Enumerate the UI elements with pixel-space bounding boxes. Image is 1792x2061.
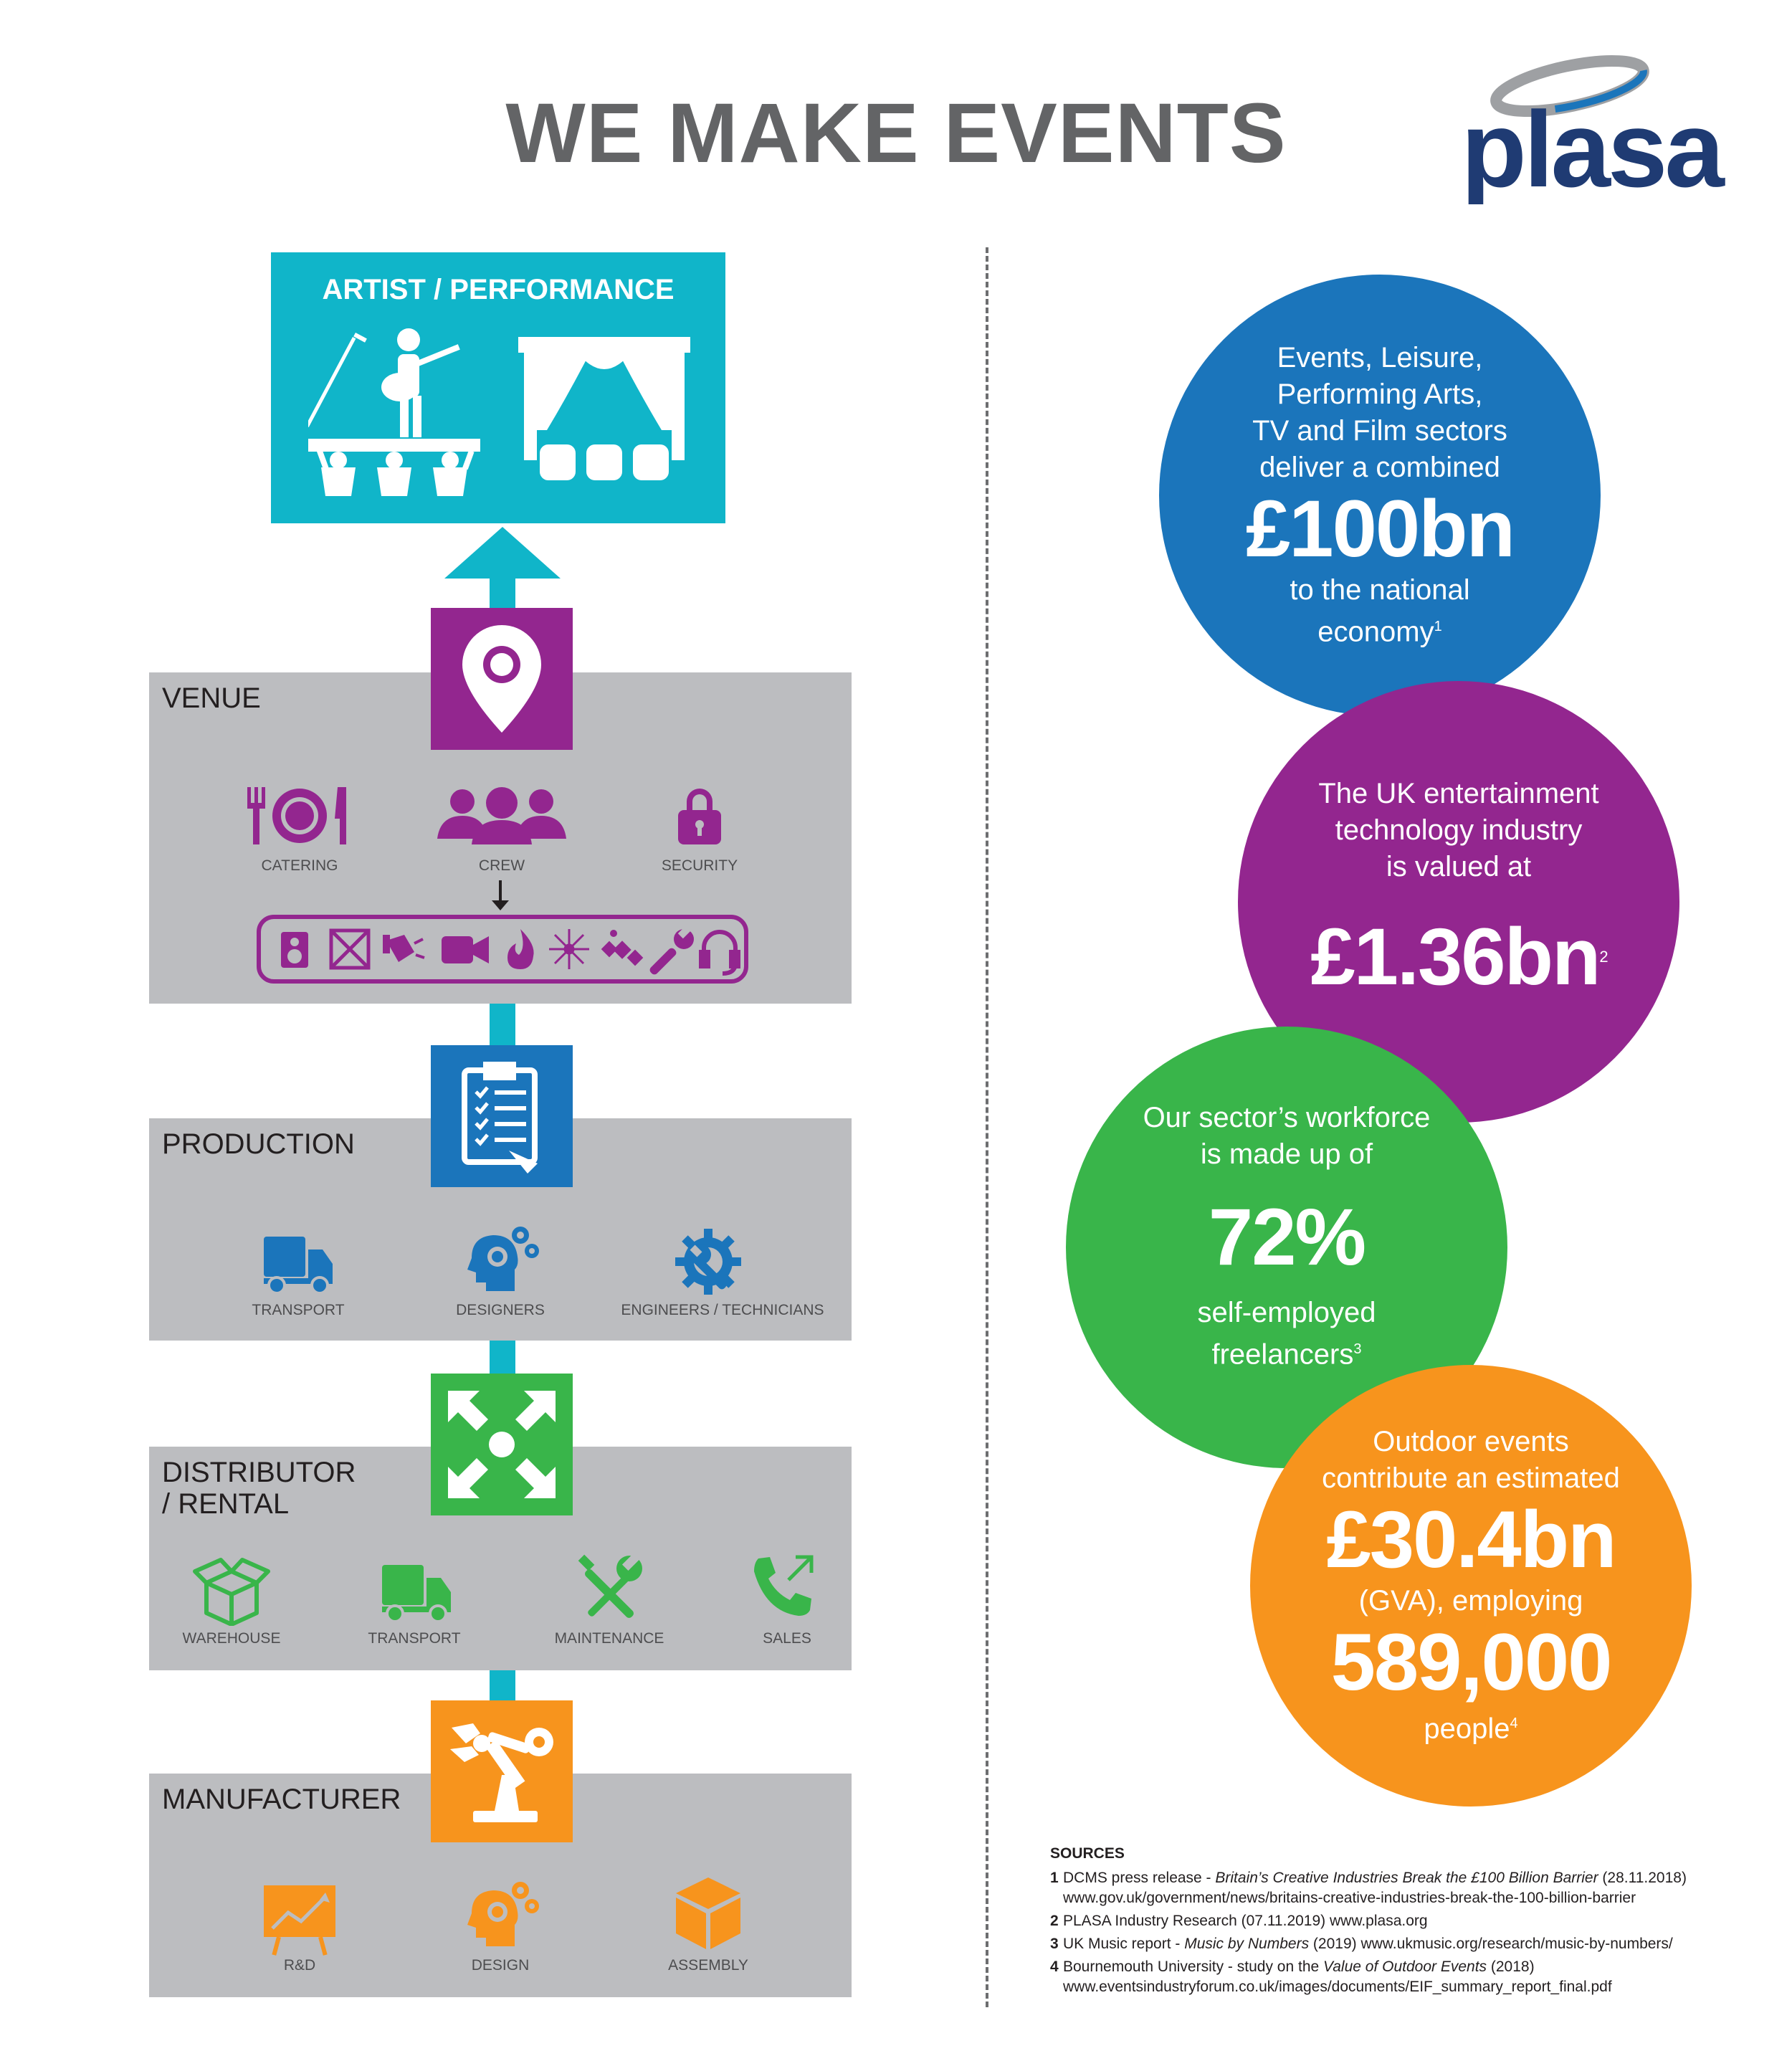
source-item: 2 PLASA Industry Research (07.11.2019) www.plasa.org [1050,1913,1428,1929]
designers-label: DESIGNERS [456,1302,545,1318]
logo-text: plasa [1462,89,1722,204]
theatre-stage-icon [518,337,690,487]
source-link[interactable]: www.gov.uk/government/news/britains-creative-industries-break-the-100-billion-barrier [1063,1890,1636,1906]
distributor-header-square [431,1374,573,1515]
stat-outdoor-circle [1250,1365,1692,1807]
wrench-icon [648,925,694,976]
industry-line-2: technology industry [1335,814,1583,846]
outdoor-value2: 589,000 [1330,1617,1611,1708]
economy-line-1: Events, Leisure, [1277,342,1483,374]
venue-title: VENUE [162,682,261,714]
laser-icon [549,929,589,969]
production-transport-label: TRANSPORT [252,1302,345,1318]
tools-icon [573,1554,645,1626]
production-title: PRODUCTION [162,1128,355,1160]
chart-board-icon [264,1885,335,1957]
industry-ref: 2 [1599,947,1607,966]
workforce-after-1: self-employed [1197,1297,1376,1329]
venue-header-square [431,608,573,750]
outdoor-after: people [1424,1713,1510,1745]
workforce-ref: 3 [1353,1341,1362,1358]
maintenance-label: MAINTENANCE [554,1630,664,1647]
engineers-label: ENGINEERS / TECHNICIANS [621,1302,824,1318]
cube-icon [676,1877,740,1949]
distribute-arrows-icon [448,1391,556,1498]
source-item: 4 Bournemouth University - study on the Value of Outdoor Events (2018) www.eventsindustryforum.co.uk/images/documents/EIF_summary_report_final.pdf [1050,1958,1612,1995]
open-box-icon [192,1554,271,1626]
location-pin-icon [462,625,541,733]
industry-value: £1.36bn [1310,911,1600,1001]
designer-head-icon [464,1222,543,1294]
workforce-after-2: freelancers [1211,1338,1354,1371]
distributor-transport-label: TRANSPORT [368,1630,461,1647]
sources-block [1050,1844,1767,2000]
rnd-label: R&D [283,1957,316,1974]
designer-head-icon [464,1877,543,1949]
security-label: SECURITY [661,857,738,874]
padlock-icon [678,787,721,844]
industry-line-1: The UK entertainment [1318,777,1599,809]
catering-label: CATERING [261,857,338,874]
spotlight-icon [383,935,424,962]
economy-after-2: economy [1317,616,1434,648]
phone-icon [751,1554,816,1619]
artist-performance-box [271,252,725,523]
manufacturer-header-square [431,1700,573,1842]
outdoor-middle: (GVA), employing [1358,1585,1583,1617]
workforce-line-1: Our sector’s workforce [1143,1102,1431,1134]
distributor-title-line2: / RENTAL [162,1488,290,1520]
outdoor-ref: 4 [1510,1715,1518,1732]
performer-icon [308,324,480,496]
economy-after-1: to the national [1290,574,1470,606]
workforce-line-2: is made up of [1200,1138,1373,1171]
headset-icon [701,932,738,974]
down-arrow-icon [490,880,511,910]
warehouse-label: WAREHOUSE [182,1630,281,1647]
crew-icon [437,787,566,844]
sales-label: SALES [763,1630,811,1647]
source-link[interactable]: www.eventsindustryforum.co.uk/images/documents/EIF_summary_report_final.pdf [1063,1979,1612,1995]
robot-arm-icon [444,1718,559,1825]
truck-icon [382,1565,451,1622]
stat-economy-circle [1159,275,1601,716]
truss-icon [331,930,368,968]
economy-line-3: TV and Film sectors [1252,415,1507,447]
economy-ref: 1 [1434,619,1442,635]
source-item: 1 DCMS press release - Britain’s Creative Industries Break the £100 Billion Barrier (28.11.2018) www.gov.uk/government/news/britains-creative-industries-break-the-100-billion-barrier [1050,1870,1687,1906]
outdoor-value: £30.4bn [1326,1495,1616,1585]
assembly-label: ASSEMBLY [668,1957,748,1974]
flame-icon [507,929,534,969]
truck-icon [264,1237,333,1294]
distributor-title-line1: DISTRIBUTOR [162,1457,356,1488]
up-arrow-icon [444,527,561,579]
sources-heading: SOURCES [1050,1845,1125,1862]
page-title: WE MAKE EVENTS [505,86,1287,181]
source-item: 3 UK Music report - Music by Numbers (2019) www.ukmusic.org/research/music-by-numbers/ [1050,1936,1673,1952]
satellite-icon [601,930,644,966]
artist-title: ARTIST / PERFORMANCE [322,274,675,305]
outdoor-line-1: Outdoor events [1373,1426,1569,1458]
plasa-swoosh-icon [1462,54,1756,204]
plasa-logo[interactable] [1462,54,1756,204]
crew-equipment-group [257,915,748,984]
video-camera-icon [442,936,489,963]
speaker-icon [281,932,308,968]
outdoor-line-2: contribute an estimated [1322,1462,1620,1495]
catering-icon [246,787,353,844]
economy-line-2: Performing Arts, [1277,379,1483,411]
industry-line-3: is valued at [1386,850,1532,882]
clipboard-icon [459,1059,545,1174]
manufacturer-title: MANUFACTURER [162,1784,401,1815]
center-divider [986,247,988,2007]
workforce-value: 72% [1208,1192,1366,1282]
economy-line-4: deliver a combined [1259,452,1500,484]
design-label: DESIGN [471,1957,530,1974]
economy-value: £100bn [1246,484,1514,574]
gear-wrench-icon [672,1226,744,1298]
crew-label: CREW [478,857,525,874]
production-header-square [431,1045,573,1187]
